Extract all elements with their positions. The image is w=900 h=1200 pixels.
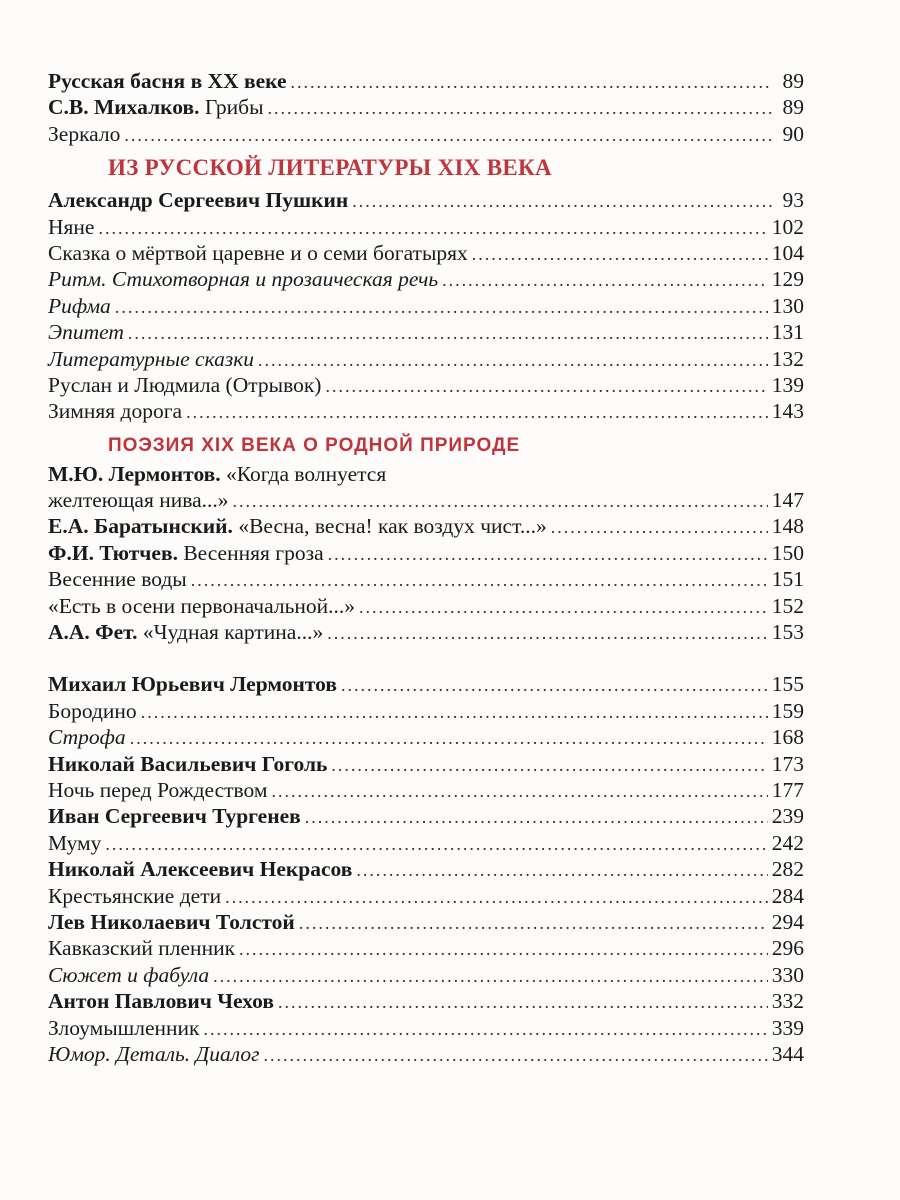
leader-dots	[327, 620, 768, 646]
toc-entry-lermontov-poem[interactable]	[48, 461, 804, 514]
toc-entry[interactable]	[48, 988, 804, 1014]
toc-entry[interactable]	[48, 346, 804, 372]
toc-entry[interactable]	[48, 883, 804, 909]
toc-entry-title: Юмор. Деталь. Диалог	[48, 1041, 260, 1066]
toc-entry-label	[48, 988, 274, 1014]
toc-entry-page: 282	[771, 857, 804, 882]
toc-entry[interactable]	[48, 1041, 804, 1067]
toc-entry[interactable]	[48, 909, 804, 935]
toc-entry-label	[48, 935, 235, 961]
toc-entry-title: Сюжет и фабула	[48, 962, 210, 987]
toc-entry-label	[48, 751, 327, 777]
toc-entry-label	[48, 68, 287, 94]
toc-entry-page: 93	[782, 188, 804, 213]
toc-entry-page: 239	[771, 804, 804, 829]
toc-entry-label	[48, 856, 352, 882]
toc-entry[interactable]	[48, 214, 804, 240]
leader-dots	[98, 215, 767, 241]
toc-entry-label	[48, 777, 267, 803]
toc-entry-title: Зимняя дорога	[48, 399, 183, 424]
toc-entry-author: Русская басня в XX веке	[48, 69, 287, 93]
leader-dots	[225, 884, 768, 910]
toc-entry[interactable]	[48, 187, 804, 213]
toc-entry[interactable]	[48, 619, 804, 645]
table-of-contents	[48, 68, 804, 1067]
toc-entry-page: 152	[771, 593, 804, 618]
toc-entry[interactable]	[48, 935, 804, 961]
toc-entry-page: 104	[771, 240, 804, 265]
toc-entry-title: Руслан и Людмила (Отрывок)	[48, 372, 322, 397]
leader-dots	[291, 69, 772, 95]
toc-entry[interactable]	[48, 724, 804, 750]
toc-entry-label	[48, 240, 468, 266]
leader-dots	[331, 752, 767, 778]
toc-entry-page: 344	[771, 1041, 804, 1066]
toc-entry-label	[48, 724, 126, 750]
leader-dots	[258, 347, 768, 373]
toc-entry-author: Ф.И. Тютчев.	[48, 540, 178, 565]
toc-entry-page: 139	[771, 372, 804, 397]
toc-entry-page: 284	[771, 883, 804, 908]
toc-entry[interactable]	[48, 698, 804, 724]
leader-dots	[472, 241, 768, 267]
toc-entry-label	[48, 1041, 260, 1067]
leader-dots	[105, 831, 767, 857]
toc-entry-page: 330	[771, 962, 804, 987]
leader-dots	[299, 910, 768, 936]
toc-entry-title: Грибы	[199, 95, 264, 120]
leader-dots	[328, 541, 768, 567]
toc-entry-page: 90	[782, 121, 804, 146]
leader-dots	[130, 725, 768, 751]
toc-entry-label	[48, 319, 124, 345]
toc-entry-page: 294	[771, 909, 804, 934]
toc-entry[interactable]	[48, 372, 804, 398]
toc-entry-label	[48, 121, 120, 147]
toc-entry-label	[48, 830, 101, 856]
toc-entry-page: 151	[771, 567, 804, 592]
toc-entry-title: «Чудная картина...»	[137, 620, 324, 645]
leader-dots	[352, 188, 772, 214]
toc-entry-author: А.А. Фет.	[48, 620, 138, 645]
leader-dots	[271, 778, 767, 804]
leader-dots	[186, 399, 768, 425]
toc-entry[interactable]	[48, 121, 804, 147]
toc-entry-title: Няне	[48, 214, 95, 239]
toc-entry-label	[48, 372, 321, 398]
toc-entry-label	[48, 593, 355, 619]
toc-group-fables	[48, 68, 804, 147]
toc-entry[interactable]	[48, 593, 804, 619]
toc-entry[interactable]	[48, 751, 804, 777]
toc-entry-page: 173	[771, 751, 804, 776]
toc-entry-label	[48, 266, 438, 292]
toc-entry-page: 242	[771, 830, 804, 855]
toc-entry-label	[48, 962, 209, 988]
toc-entry[interactable]	[48, 566, 804, 592]
leader-dots	[359, 594, 768, 620]
toc-entry-label	[48, 346, 254, 372]
toc-entry-title: Эпитет	[48, 320, 124, 345]
toc-entry-page: 132	[771, 346, 804, 371]
toc-entry-page: 339	[771, 1015, 804, 1040]
toc-entry-label	[48, 540, 324, 566]
toc-entry-author: С.В. Михалков.	[48, 95, 200, 120]
section-heading-nature-poetry: ПОЭЗИЯ XIX ВЕКА О РОДНОЙ ПРИРОДЕ	[108, 434, 521, 456]
toc-entry-title: Весенняя гроза	[177, 540, 324, 565]
toc-entry-title-continued: желтеющая нива...»	[48, 488, 229, 513]
leader-dots	[141, 699, 768, 725]
toc-entry-label	[48, 909, 295, 935]
toc-entry-author: Александр Сергеевич Пушкин	[48, 188, 349, 213]
toc-entry-page: 143	[771, 399, 804, 424]
toc-entry-page: 177	[771, 777, 804, 802]
toc-entry-title: Кавказский пленник	[48, 936, 236, 961]
toc-entry-page: 89	[782, 69, 804, 93]
toc-entry-page: 129	[771, 267, 804, 292]
toc-entry-label	[48, 883, 221, 909]
toc-entry-label	[48, 187, 348, 213]
leader-dots	[128, 320, 768, 346]
leader-dots	[551, 514, 768, 540]
toc-entry-page: 296	[771, 936, 804, 961]
toc-group-nature-poets	[48, 513, 804, 645]
toc-entry-title: Зеркало	[48, 121, 121, 146]
leader-dots	[305, 804, 768, 830]
toc-entry-label	[48, 619, 323, 645]
leader-dots	[203, 1016, 767, 1042]
leader-dots	[124, 122, 772, 148]
leader-dots	[278, 989, 768, 1015]
toc-entry-author: Е.А. Баратынский.	[48, 514, 233, 539]
toc-entry-page: 131	[771, 320, 804, 345]
toc-entry[interactable]	[48, 1015, 804, 1041]
toc-entry-label	[48, 698, 137, 724]
toc-entry-label	[48, 94, 264, 120]
toc-entry-title: Муму	[48, 830, 102, 855]
toc-entry-author: Николай Алексеевич Некрасов	[48, 857, 353, 882]
leader-dots	[115, 294, 768, 320]
toc-entry-title: Сказка о мёртвой царевне и о семи богатырях	[48, 240, 468, 265]
toc-entry-title: Ночь перед Рождеством	[48, 777, 268, 802]
toc-entry-label	[48, 293, 111, 319]
leader-dots	[213, 963, 768, 989]
toc-entry-author: М.Ю. Лермонтов.	[48, 461, 221, 486]
toc-entry-title: «Весна, весна! как воздух чист...»	[232, 514, 547, 539]
leader-dots	[191, 567, 768, 593]
leader-dots	[325, 373, 767, 399]
toc-entry[interactable]	[48, 266, 804, 292]
toc-entry-label	[48, 1015, 199, 1041]
toc-entry[interactable]	[48, 293, 804, 319]
toc-entry-label	[48, 214, 94, 240]
toc-entry-title: Литературные сказки	[48, 346, 255, 371]
toc-entry-label	[48, 566, 187, 592]
leader-dots	[264, 1042, 768, 1068]
toc-entry[interactable]	[48, 540, 804, 566]
toc-entry-label	[48, 803, 301, 829]
leader-dots	[341, 672, 768, 698]
toc-entry-title: Строфа	[48, 725, 126, 750]
toc-entry-page: 155	[771, 672, 804, 697]
toc-entry-title: Весенние воды	[48, 567, 187, 592]
section-heading-19th-century: ИЗ РУССКОЙ ЛИТЕРАТУРЫ XIX ВЕКА	[108, 155, 552, 181]
toc-entry[interactable]	[48, 803, 804, 829]
toc-entry[interactable]	[48, 398, 804, 424]
toc-entry-author: Лев Николаевич Толстой	[48, 909, 295, 934]
toc-entry-title: Злоумышленник	[48, 1015, 200, 1040]
toc-entry-page: 89	[782, 95, 804, 120]
toc-entry-title: Крестьянские дети	[48, 883, 222, 908]
toc-entry[interactable]	[48, 240, 804, 266]
leader-dots	[239, 936, 768, 962]
toc-entry-title: Бородино	[48, 698, 137, 723]
toc-entry[interactable]	[48, 68, 804, 94]
toc-entry-title: «Когда волнуется	[220, 461, 387, 486]
toc-entry[interactable]	[48, 830, 804, 856]
toc-entry-page: 332	[771, 989, 804, 1014]
leader-dots	[356, 857, 767, 883]
toc-entry[interactable]	[48, 319, 804, 345]
toc-entry-author: Антон Павлович Чехов	[48, 989, 274, 1014]
toc-entry-page: 159	[771, 698, 804, 723]
toc-entry[interactable]	[48, 962, 804, 988]
toc-entry-label	[48, 513, 547, 539]
toc-group-classics	[48, 671, 804, 1067]
toc-entry-title: «Есть в осени первоначальной...»	[48, 593, 356, 618]
leader-dots	[233, 488, 768, 514]
toc-entry[interactable]	[48, 777, 804, 803]
leader-dots	[268, 95, 772, 121]
toc-entry-page: 130	[771, 293, 804, 318]
toc-entry-author: Иван Сергеевич Тургенев	[48, 804, 301, 829]
toc-entry[interactable]	[48, 94, 804, 120]
toc-entry-page: 150	[771, 540, 804, 565]
toc-entry-page: 168	[771, 725, 804, 750]
toc-entry-page: 102	[771, 214, 804, 239]
toc-entry-author: Николай Васильевич Гоголь	[48, 751, 328, 776]
toc-entry-title: Рифма	[48, 293, 111, 318]
toc-entry-author: Михаил Юрьевич Лермонтов	[48, 672, 337, 697]
spacer	[48, 645, 804, 671]
toc-entry-label	[48, 671, 337, 697]
leader-dots	[442, 267, 768, 293]
toc-group-pushkin	[48, 187, 804, 425]
toc-entry-page: 148	[771, 514, 804, 539]
toc-entry[interactable]	[48, 513, 804, 539]
toc-entry-page: 153	[771, 620, 804, 645]
toc-entry[interactable]	[48, 671, 804, 697]
toc-entry-label	[48, 398, 182, 424]
toc-entry-page: 147	[771, 488, 804, 513]
toc-entry-title: Ритм. Стихотворная и прозаическая речь	[48, 267, 439, 292]
toc-entry[interactable]	[48, 856, 804, 882]
